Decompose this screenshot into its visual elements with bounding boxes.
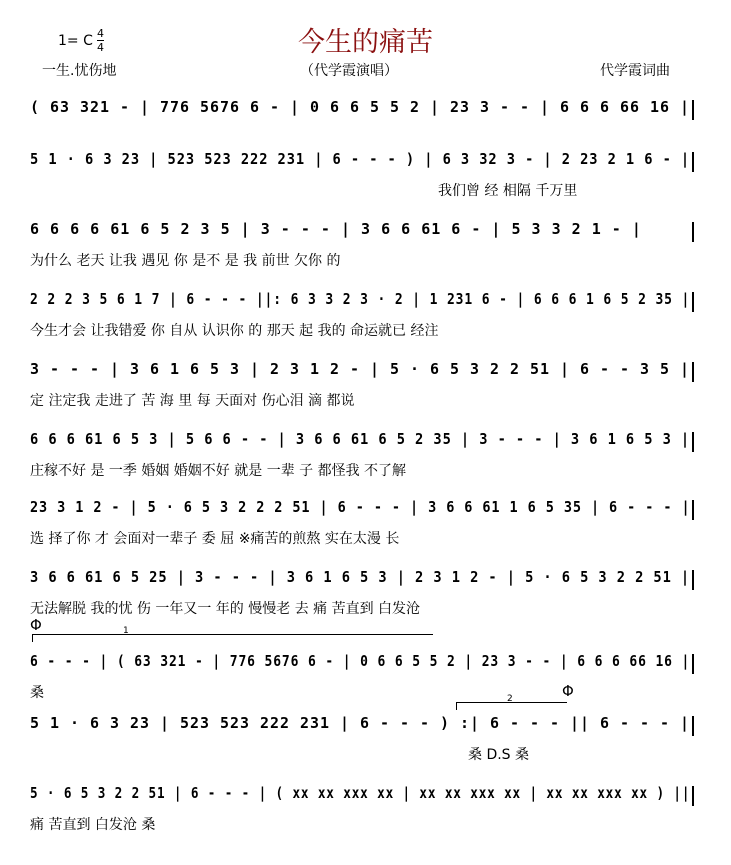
meter-top: 4 bbox=[97, 27, 104, 40]
notation-line: 5 · 6 5 3 2 2 51 | 6 - - - | ( xx xx xxx xx | xx xx xxx xx | xx xx xxx xx ) || bbox=[30, 784, 691, 802]
notation-line: 3 6 6 61 6 5 25 | 3 - - - | 3 6 1 6 5 3 | 2 3 1 2 - | 5 · 6 5 3 2 2 51 | bbox=[30, 568, 691, 586]
notation-line: 23 3 1 2 - | 5 · 6 5 3 2 2 2 51 | 6 - - - | 3 6 6 61 1 6 5 35 | 6 - - - | bbox=[30, 498, 691, 516]
key-signature: 1= C bbox=[58, 33, 93, 49]
lyric-line: 无法解脱 我的忧 伤 一年又一 年的 慢慢老 去 痛 苦直到 白发沧 bbox=[30, 601, 421, 617]
notation-line: 5 1 · 6 3 23 | 523 523 222 231 | 6 - - - ) | 6 3 32 3 - | 2 23 2 1 6 - | bbox=[30, 150, 691, 168]
lyric-line: 我们曾 经 相隔 千万里 bbox=[438, 183, 578, 199]
barline bbox=[692, 292, 694, 312]
lyric-line: 为什么 老天 让我 遇见 你 是不 是 我 前世 欠你 的 bbox=[30, 253, 341, 269]
song-title: 今生的痛苦 bbox=[298, 27, 433, 58]
volta-bracket-1 bbox=[32, 626, 433, 642]
notation-line: ( 63 321 - | 776 5676 6 - | 0 6 6 5 5 2 | 23 3 - - | 6 6 6 66 16 | bbox=[30, 98, 691, 116]
barline bbox=[692, 222, 694, 242]
meter-bottom: 4 bbox=[97, 41, 104, 54]
barline bbox=[692, 100, 694, 120]
composer-credit: 代学霞词曲 bbox=[600, 63, 670, 79]
final-barline bbox=[692, 786, 694, 806]
lyric-line: 桑 D.S 桑 bbox=[468, 747, 530, 763]
barline bbox=[692, 152, 694, 172]
notation-line: 2 2 2 3 5 6 1 7 | 6 - - - ||: 6 3 3 2 3 · 2 | 1 231 6 - | 6 6 6 1 6 5 2 35 | bbox=[30, 290, 691, 308]
lyric-line: 桑 bbox=[30, 685, 44, 701]
notation-line: 3 - - - | 3 6 1 6 5 3 | 2 3 1 2 - | 5 · 6 5 3 2 2 51 | 6 - - 3 5 | bbox=[30, 360, 691, 378]
lyric-line: 选 择了你 才 会面对一辈子 委 屈 ※痛苦的煎熬 实在太漫 长 bbox=[30, 531, 400, 547]
tempo-mood: 一生.忧伤地 bbox=[42, 63, 117, 79]
barline bbox=[692, 432, 694, 452]
volta-number: 2 bbox=[507, 694, 513, 704]
barline bbox=[692, 570, 694, 590]
notation-line: 6 6 6 61 6 5 3 | 5 6 6 - - | 3 6 6 61 6 5 2 35 | 3 - - - | 3 6 1 6 5 3 | bbox=[30, 430, 691, 448]
singer-credit: （代学霞演唱） bbox=[300, 63, 398, 79]
volta-bracket-2 bbox=[456, 694, 567, 710]
notation-line: 6 - - - | ( 63 321 - | 776 5676 6 - | 0 6 6 5 5 2 | 23 3 - - | 6 6 6 66 16 | bbox=[30, 652, 691, 670]
coda-sign: Φ bbox=[30, 616, 42, 634]
coda-sign-2: Φ bbox=[562, 682, 574, 700]
barline bbox=[692, 716, 694, 736]
barline bbox=[692, 654, 694, 674]
lyric-line: 庄稼不好 是 一季 婚姻 婚姻不好 就是 一辈 子 都怪我 不了解 bbox=[30, 463, 407, 479]
barline bbox=[692, 362, 694, 382]
lyric-line: 痛 苦直到 白发沧 桑 bbox=[30, 817, 156, 833]
volta-number: 1 bbox=[123, 626, 129, 636]
notation-line: 5 1 · 6 3 23 | 523 523 222 231 | 6 - - - ) :| 6 - - - || 6 - - - | bbox=[30, 714, 691, 732]
lyric-line: 今生才会 让我错爱 你 自从 认识你 的 那天 起 我的 命运就已 经注 bbox=[30, 323, 439, 339]
notation-line: 6 6 6 6 61 6 5 2 3 5 | 3 - - - | 3 6 6 61 6 - | 5 3 3 2 1 - | bbox=[30, 220, 642, 238]
barline bbox=[692, 500, 694, 520]
time-signature bbox=[97, 28, 104, 53]
lyric-line: 定 注定我 走进了 苦 海 里 每 天面对 伤心泪 滴 都说 bbox=[30, 393, 355, 409]
